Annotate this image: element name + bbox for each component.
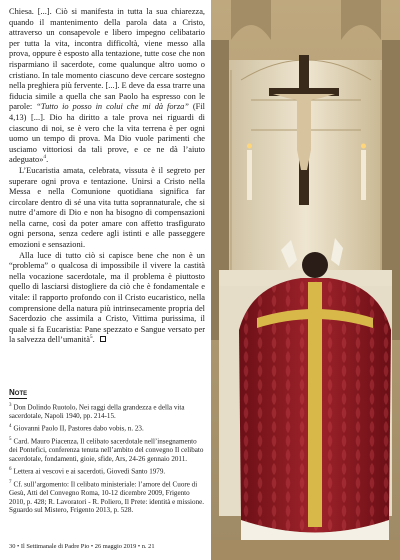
footnote-text: Lettera ai vescovi e ai sacerdoti, Giovedì Santo 1979. [13, 467, 166, 476]
paragraph-2: L’Eucaristia amata, celebrata, vissuta è il segreto per superare ogni prova e tentazione. Unirsi a Cristo nella Messa e nella Comunione quotidiana significa far circolare dentro di sé una vita tutta soprannaturale, che si nutre d’amore di Dio e non ha bisogno di compensazioni nella carne, così da poter amare con affetto trasfigurato ogni persona, senza cedere agli istinti e alle passeggere emozioni e sensazioni. [9, 165, 205, 250]
footnote-item [9, 466, 205, 476]
footnote-ref-5[interactable]: 5 [89, 334, 93, 341]
footnote-item [9, 423, 205, 433]
footnote-number: 5 [9, 437, 12, 443]
footnote-number: 4 [9, 424, 12, 430]
notes-heading: Note [9, 388, 28, 397]
footnote-number: 6 [9, 467, 12, 473]
scripture-quote: “Tutto io posso in colui che mi dà forza” [36, 102, 189, 112]
footnote-text: Don Dolindo Ruotolo, Nei raggi della grandezza e della vita sacerdotale, Napoli 1940, pp. 214-15. [9, 402, 185, 420]
footnote-text: Giovanni Paolo II, Pastores dabo vobis, n. 23. [13, 424, 144, 433]
page-footer: 30 • Il Settimanale di Padre Pio • 26 maggio 2019 • n. 21 [9, 543, 155, 550]
footnote-item [9, 479, 205, 515]
article-body [9, 7, 205, 346]
footnote-ref-4[interactable]: 4 [43, 154, 47, 161]
footnotes [9, 389, 205, 518]
end-of-article-mark [100, 336, 106, 342]
footnote-text: Card. Mauro Piacenza, Il celibato sacerdotale nell’insegnamento dei Pontefici, conferenza tenuta nell’ambito del convegno Il celibato sacerdotale, fondamenti, gioie, sfide, Ars, 24-26 gennaio 2011. [9, 437, 204, 463]
footnote-text: Cf. sull’argomento: Il celibato ministeriale: l’amore del Cuore di Gesù, Atti del Convegno Roma, 10-12 dicembre 2009, Frigento 2010, p. 428; R. Lavoratori - R. Poliero, Il Prete: identità e missione. Sguardo sul Mistero, Frigento 2013, p. 528. [9, 480, 205, 515]
notes-list [9, 402, 205, 515]
footnote-item [9, 436, 205, 463]
footnote-number: 7 [9, 480, 12, 486]
paragraph-1: Chiesa. [...]. Ciò si manifesta in tutta la sua chiarezza, quando il mantenimento della parola data a Cristo, attraverso un consapevole e libero impegno celibatario per tutta la vita, incontra difficoltà, viene messo alla prova, oppure è esposto alla tentazione, tutte cose che non risparmiano il sacerdote, come qualunque altro uomo o cristiano. In tale momento ciascuno deve cercare sostegno nella preghiera più fervente. [...]. E deve da essa trarre una fiducia simile a quella che san Paolo ha espresso con le parole: “Tutto io posso in colui che mi dà forza” (Fil 4,13) [...]. Dio ha diritto a tale prova nei riguardi di ciascuno di noi, se è vero che la vita terrena è per ogni uomo un tempo di prova. Ma Dio vuole parimenti che usciamo vittoriosi da tali prove, e ce ne dà l’aiuto adeguato»$^4$. [9, 7, 206, 165]
paragraph-3: Alla luce di tutto ciò si capisce bene che non è un “problema” o qualcosa di impossibile il vivere la castità nella vocazione sacerdotale, ma il problema è piuttosto quello di lasciarsi distogliere da ciò che è fondamentale e vitale: il rapporto profondo con il Cristo eucaristico, nella comprensione della natura più intrinsecamente propria del Sacerdozio che assimila a Cristo, Vittima purissima, il quale si fa Eucaristia: Pane spezzato e Sangue versato per la salvezza dell’umanità$^5$. [9, 250, 205, 345]
photo-illustration [211, 0, 400, 560]
priest-head [302, 252, 328, 278]
footnote-number: 3 [9, 402, 12, 408]
priest-at-altar-photo [211, 0, 400, 560]
footnote-item [9, 402, 205, 421]
